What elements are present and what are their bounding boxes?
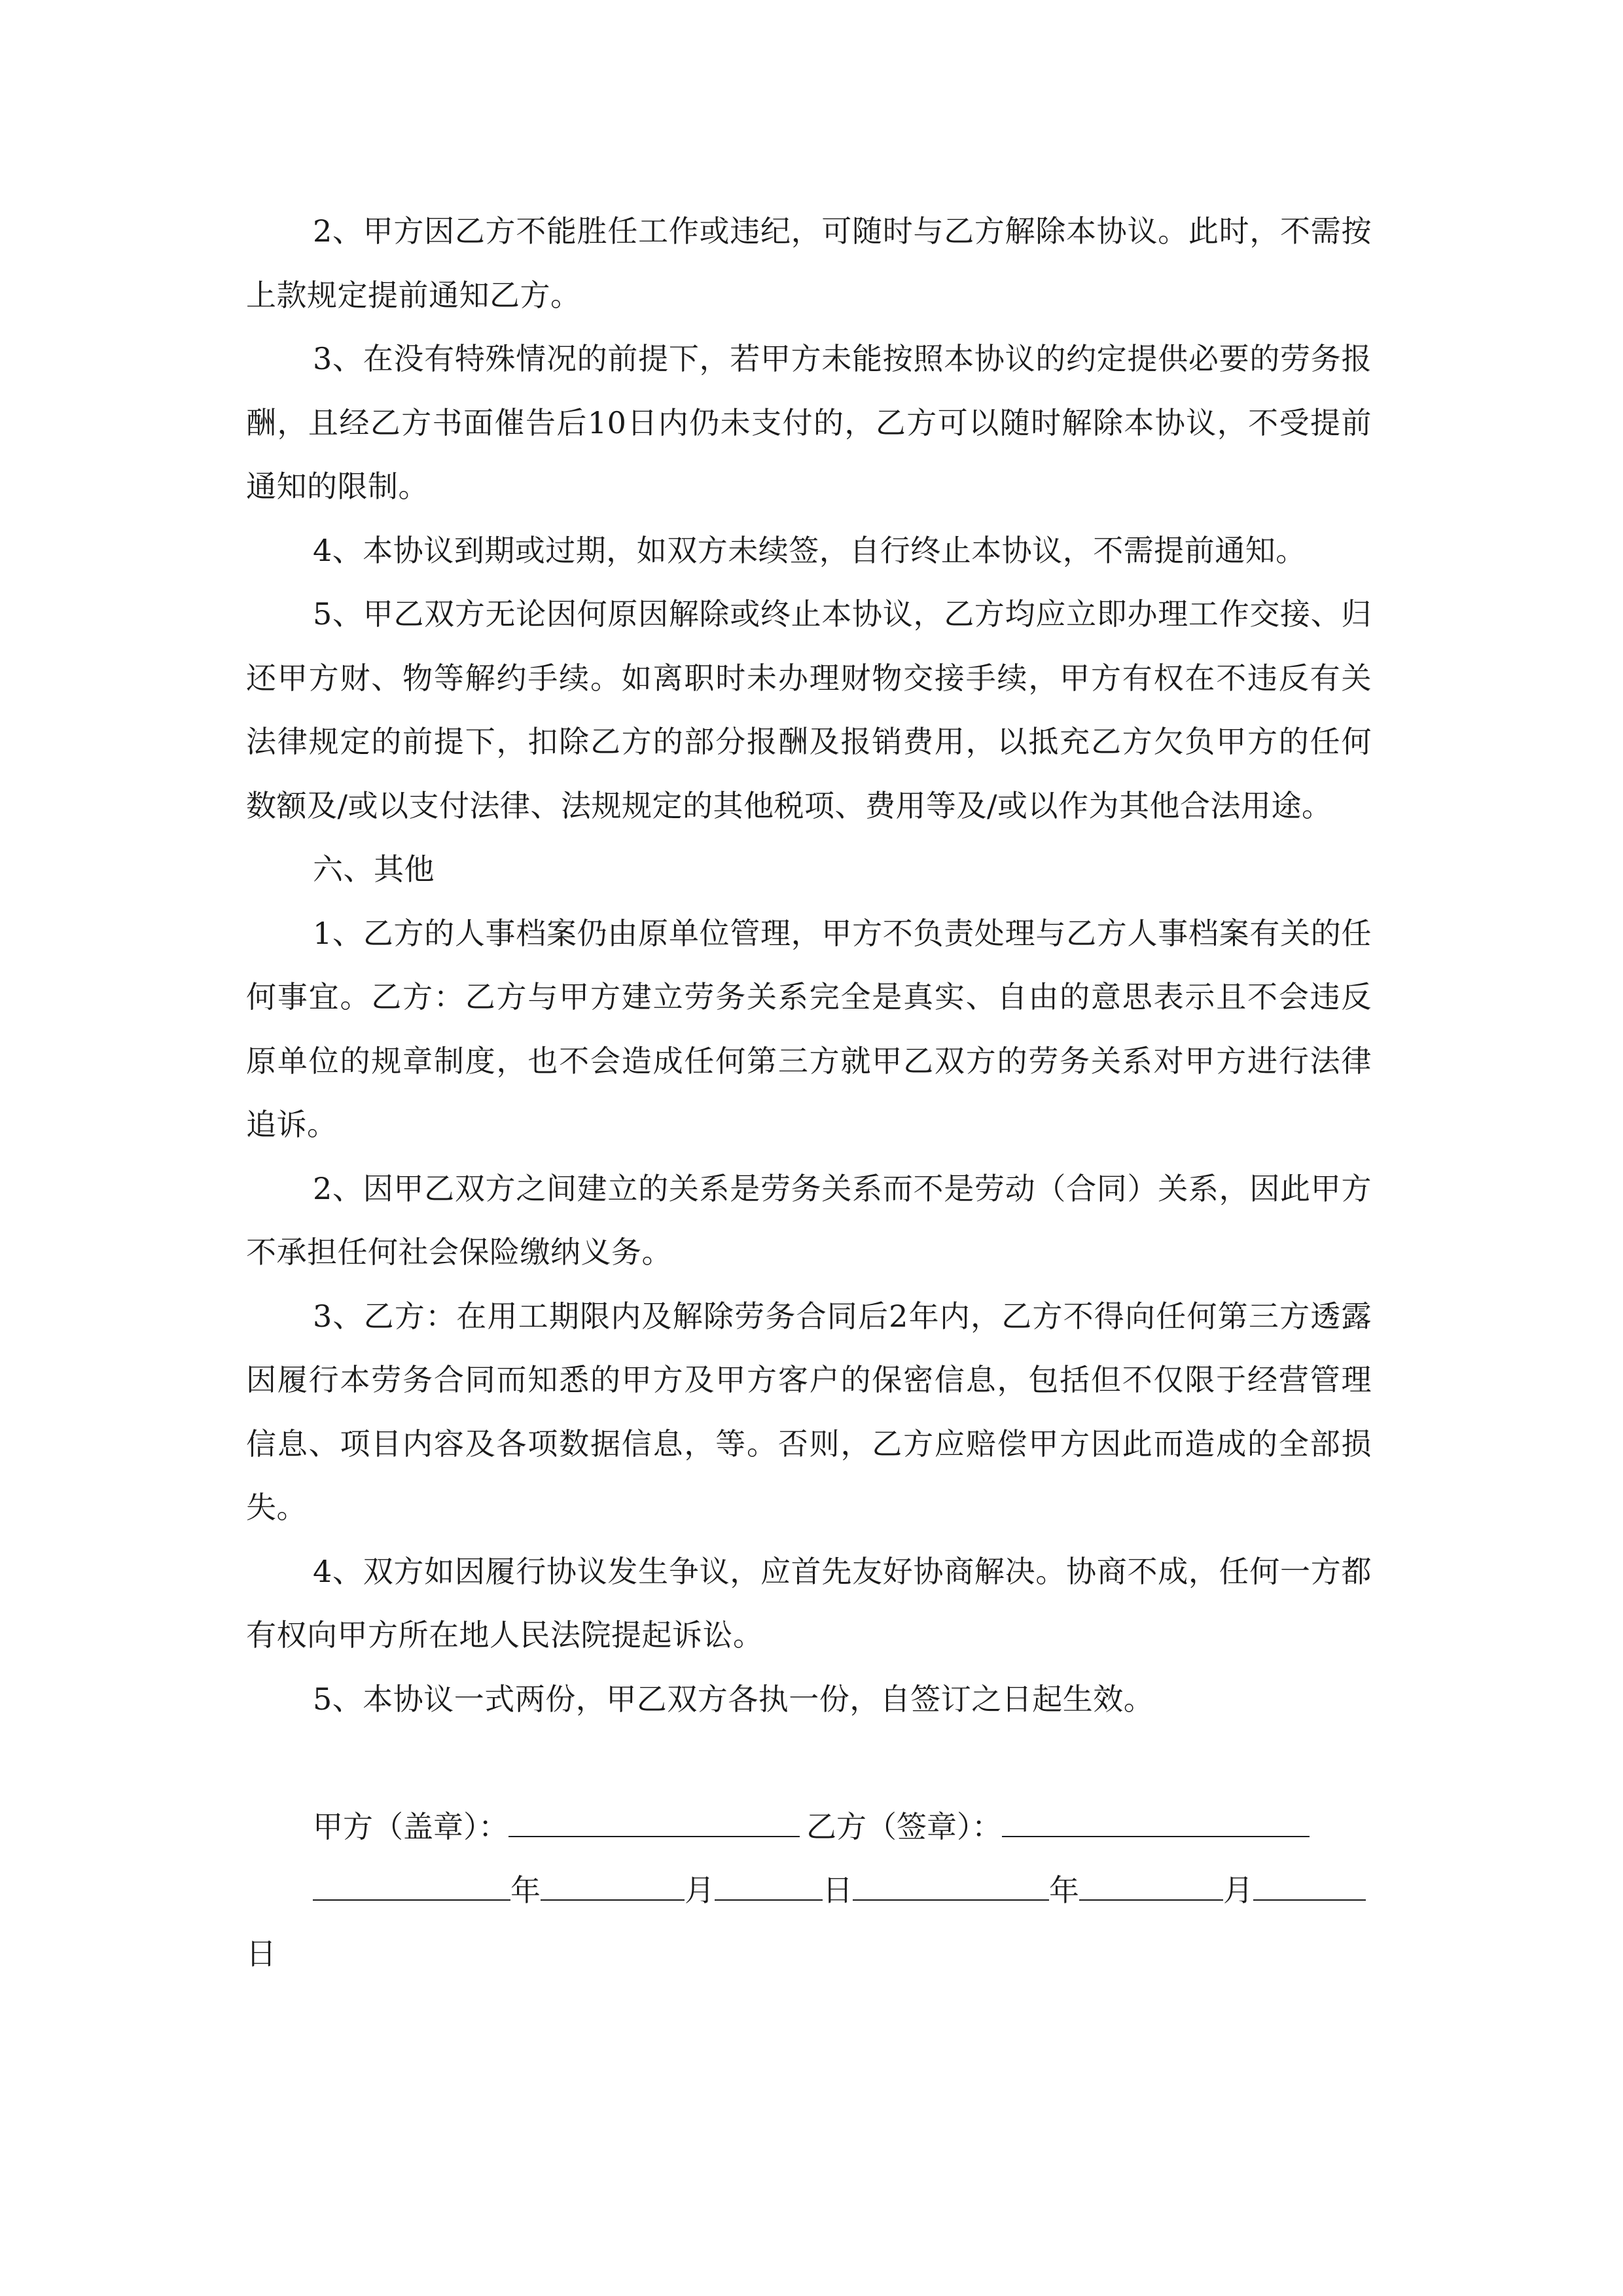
- party-a-month-line[interactable]: [541, 1874, 685, 1901]
- party-a-day-line[interactable]: [715, 1874, 823, 1901]
- contract-body: [246, 200, 1372, 1731]
- clause-termination-2: 2、甲方因乙方不能胜任工作或违纪，可随时与乙方解除本协议。此时，不需按上款规定提前通知乙方。: [246, 213, 1372, 313]
- clause-termination-4: 4、本协议到期或过期，如双方未续签，自行终止本协议，不需提前通知。: [313, 532, 1306, 568]
- clause-other-2: 2、因甲乙双方之间建立的关系是劳务关系而不是劳动（合同）关系，因此甲方不承担任何社会保险缴纳义务。: [246, 1170, 1372, 1270]
- clause-other-3: 3、乙方：在用工期限内及解除劳务合同后2年内，乙方不得向任何第三方透露因履行本劳务合同而知悉的甲方及甲方客户的保密信息，包括但不仅限于经营管理信息、项目内容及各项数据信息，等。否则，乙方应赔偿甲方因此而造成的全部损失。: [246, 1298, 1372, 1525]
- party-b-day-line[interactable]: [1253, 1874, 1366, 1901]
- party-a-month-label: 月: [685, 1873, 715, 1908]
- signature-row: [313, 1795, 1373, 1859]
- clause-termination-5: 5、甲乙双方无论因何原因解除或终止本协议，乙方均应立即办理工作交接、归还甲方财、物等解约手续。如离职时未办理财物交接手续，甲方有权在不违反有关法律规定的前提下，扣除乙方的部分报酬及报销费用，以抵充乙方欠负甲方的任何数额及/或以支付法律、法规规定的其他税项、费用等及/或以作为其他合法用途。: [246, 596, 1372, 823]
- party-b-day-label: 日: [246, 1936, 276, 1971]
- party-b-sign-line[interactable]: [1002, 1811, 1310, 1837]
- date-row: [313, 1859, 1373, 1923]
- party-b-month-line[interactable]: [1079, 1874, 1223, 1901]
- party-b-month-label: 月: [1223, 1873, 1253, 1908]
- party-b-sign-label: 乙方（签章）：: [806, 1809, 1002, 1844]
- party-a-year-label: 年: [510, 1873, 541, 1908]
- party-a-seal-label: 甲方（盖章）：: [313, 1809, 508, 1844]
- clause-other-5: 5、本协议一式两份，甲乙双方各执一份，自签订之日起生效。: [313, 1681, 1154, 1717]
- party-a-year-line[interactable]: [313, 1874, 510, 1901]
- section-heading-other: 六、其他: [313, 852, 435, 887]
- party-a-day-label: 日: [823, 1873, 853, 1908]
- party-a-seal-line[interactable]: [508, 1811, 800, 1837]
- clause-other-4: 4、双方如因履行协议发生争议，应首先友好协商解决。协商不成，任何一方都有权向甲方所在地人民法院提起诉讼。: [246, 1553, 1372, 1653]
- clause-other-1: 1、乙方的人事档案仍由原单位管理，甲方不负责处理与乙方人事档案有关的任何事宜。乙方：乙方与甲方建立劳务关系完全是真实、自由的意思表示且不会违反原单位的规章制度，也不会造成任何第三方就甲乙双方的劳务关系对甲方进行法律追诉。: [246, 915, 1372, 1142]
- party-b-year-label: 年: [1049, 1873, 1079, 1908]
- clause-termination-3: 3、在没有特殊情况的前提下，若甲方未能按照本协议的约定提供必要的劳务报酬，且经乙方书面催告后10日内仍未支付的，乙方可以随时解除本协议，不受提前通知的限制。: [246, 341, 1372, 504]
- party-b-year-line[interactable]: [853, 1874, 1049, 1901]
